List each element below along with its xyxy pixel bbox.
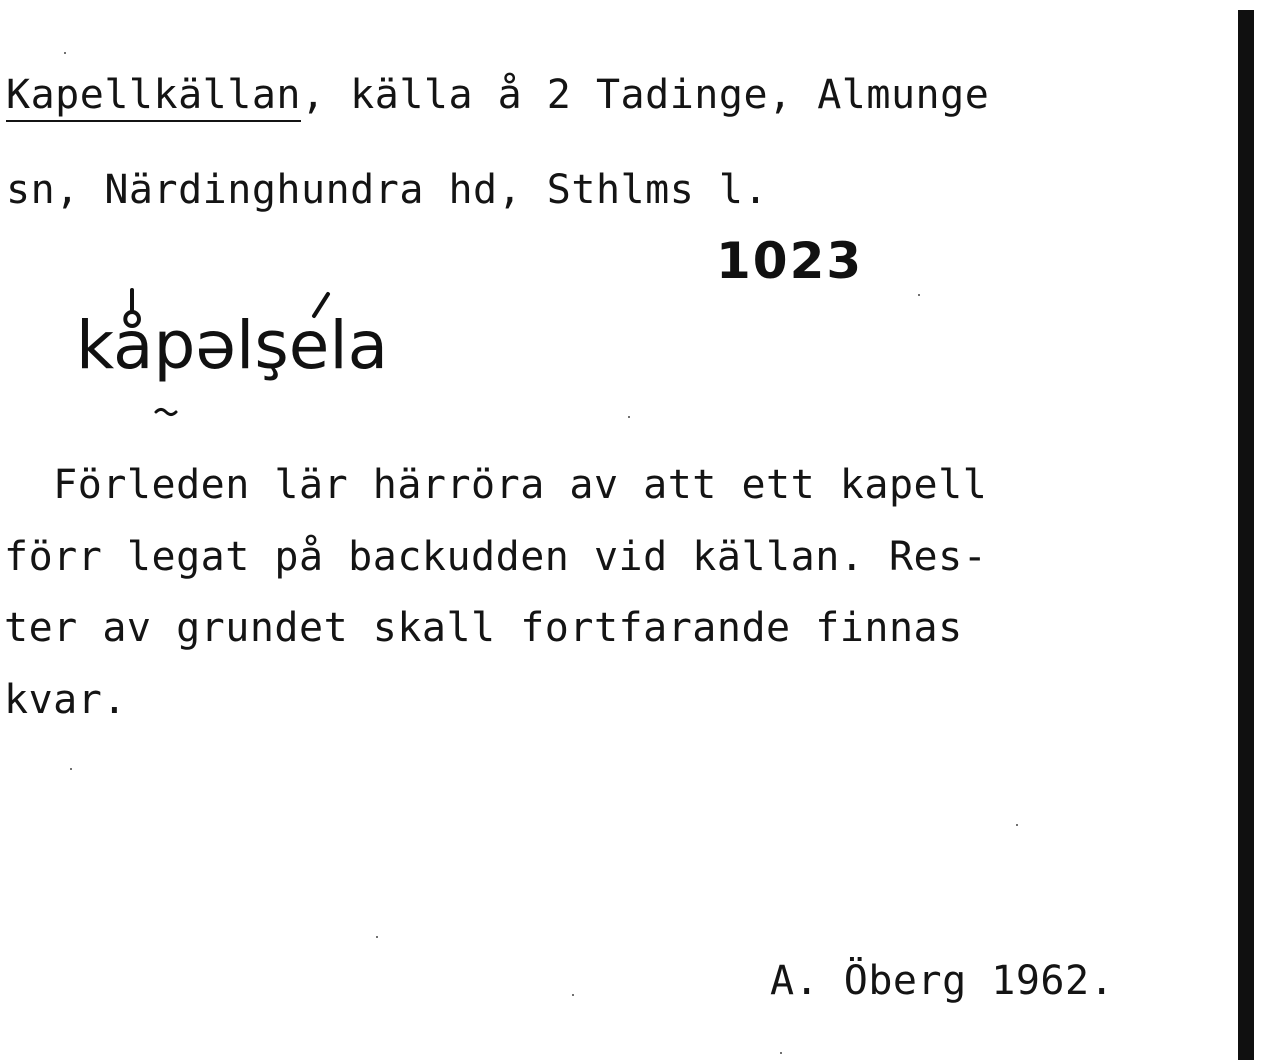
handwritten-number: 1023	[716, 232, 864, 290]
scan-speck	[572, 994, 574, 996]
scan-speck	[70, 768, 72, 770]
heading-location: , källa å 2 Tadinge, Almunge	[300, 72, 990, 118]
scan-speck	[628, 416, 630, 418]
length-mark	[156, 410, 176, 415]
heading-location-line2: sn, Närdinghundra hd, Sthlms l.	[6, 167, 769, 213]
signature-line: A. Öberg 1962.	[770, 958, 1115, 1004]
scan-speck	[780, 1052, 782, 1054]
scan-speck	[64, 52, 66, 54]
handwritten-pronunciation	[70, 276, 410, 436]
body-line-1: Förleden lär härröra av att ett kapell	[4, 462, 988, 508]
card-edge-shadow	[1238, 10, 1254, 1060]
scan-speck	[918, 294, 920, 296]
body-line-3: ter av grundet skall fortfarande finnas	[4, 605, 963, 651]
scan-speck	[376, 936, 378, 938]
pronunciation-text: kåpəlşela	[76, 307, 389, 384]
body-line-4: kvar.	[4, 677, 127, 723]
body-line-2: förr legat på backudden vid källan. Res-	[4, 534, 988, 580]
card-heading	[6, 72, 989, 118]
headword: Kapellkällan	[6, 72, 301, 122]
scan-speck	[1016, 824, 1018, 826]
